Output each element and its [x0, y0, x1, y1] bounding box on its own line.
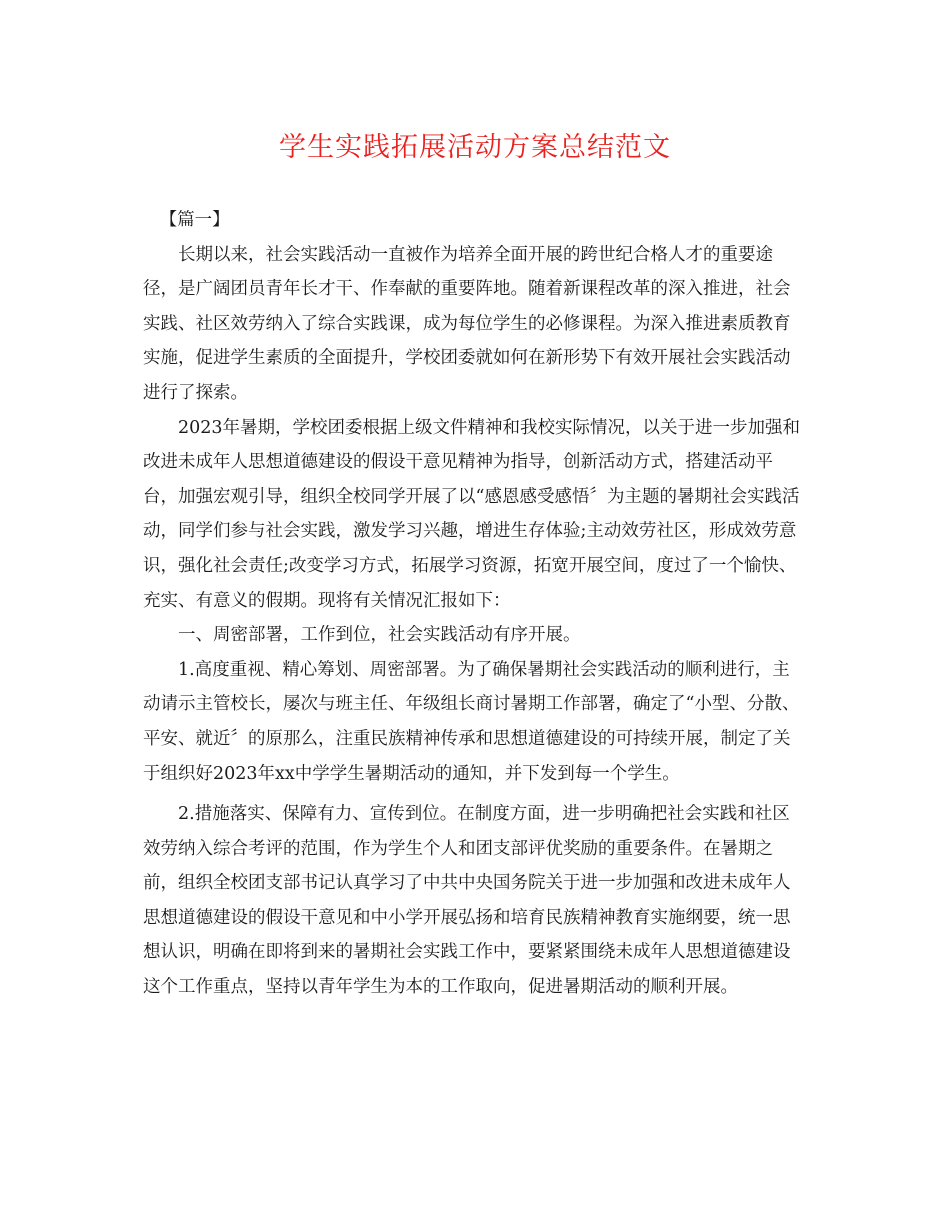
heading-part-one: 一、周密部署，工作到位，社会实践活动有序开展。: [178, 625, 581, 646]
paragraph-intro: 长期以来，社会实践活动一直被作为培养全面开展的跨世纪合格人才的重要途径，是广阔团员青年长才干、作奉献的重要阵地。随着新课程改革的深入推进，社会实践、社区效劳纳入了综合实践课，成为每位学生的必修课程。为深入推进素质教育实施，促进学生素质的全面提升，学校团委就如何在新形势下有效开展社会实践活动进行了探索。: [143, 244, 791, 403]
document-title: 学生实践拓展活动方案总结范文: [279, 132, 671, 163]
paragraph-point-1: 1.高度重视、精心筹划、周密部署。为了确保暑期社会实践活动的顺利进行，主动请示主管校长，屡次与班主任、年级组长商讨暑期工作部署，确定了“小型、分散、平安、就近〞的原那么，注重民族精神传承和思想道德建设的可持续开展，制定了关于组织好2023年xx中学学生暑期活动的通知，并下发到每一个学生。: [143, 659, 800, 784]
section-label: 【篇一】: [159, 210, 230, 230]
document-body: [143, 203, 805, 1005]
paragraph-point-2: 2.措施落实、保障有力、宣传到位。在制度方面，进一步明确把社会实践和社区效劳纳入综合考评的范围，作为学生个人和团支部评优奖励的重要条件。在暑期之前，组织全校团支部书记认真学习了中共中央国务院关于进一步加强和改进未成年人思想道德建设的假设干意见和中小学开展弘扬和培育民族精神教育实施纲要，统一思想认识，明确在即将到来的暑期社会实践工作中，要紧紧围绕未成年人思想道德建设这个工作重点，坚持以青年学生为本的工作取向，促进暑期活动的顺利开展。: [143, 804, 791, 998]
paragraph-summer: 2023年暑期，学校团委根据上级文件精神和我校实际情况，以关于进一步加强和改进未成年人思想道德建设的假设干意见精神为指导，创新活动方式，搭建活动平台，加强宏观引导，组织全校同学开展了以“感恩感受感悟〞为主题的暑期社会实践活动，同学们参与社会实践，激发学习兴趣，增进生存体验;主动效劳社区，形成效劳意识，强化社会责任;改变学习方式，拓展学习资源，拓宽开展空间，度过了一个愉快、充实、有意义的假期。现将有关情况汇报如下：: [143, 417, 801, 611]
